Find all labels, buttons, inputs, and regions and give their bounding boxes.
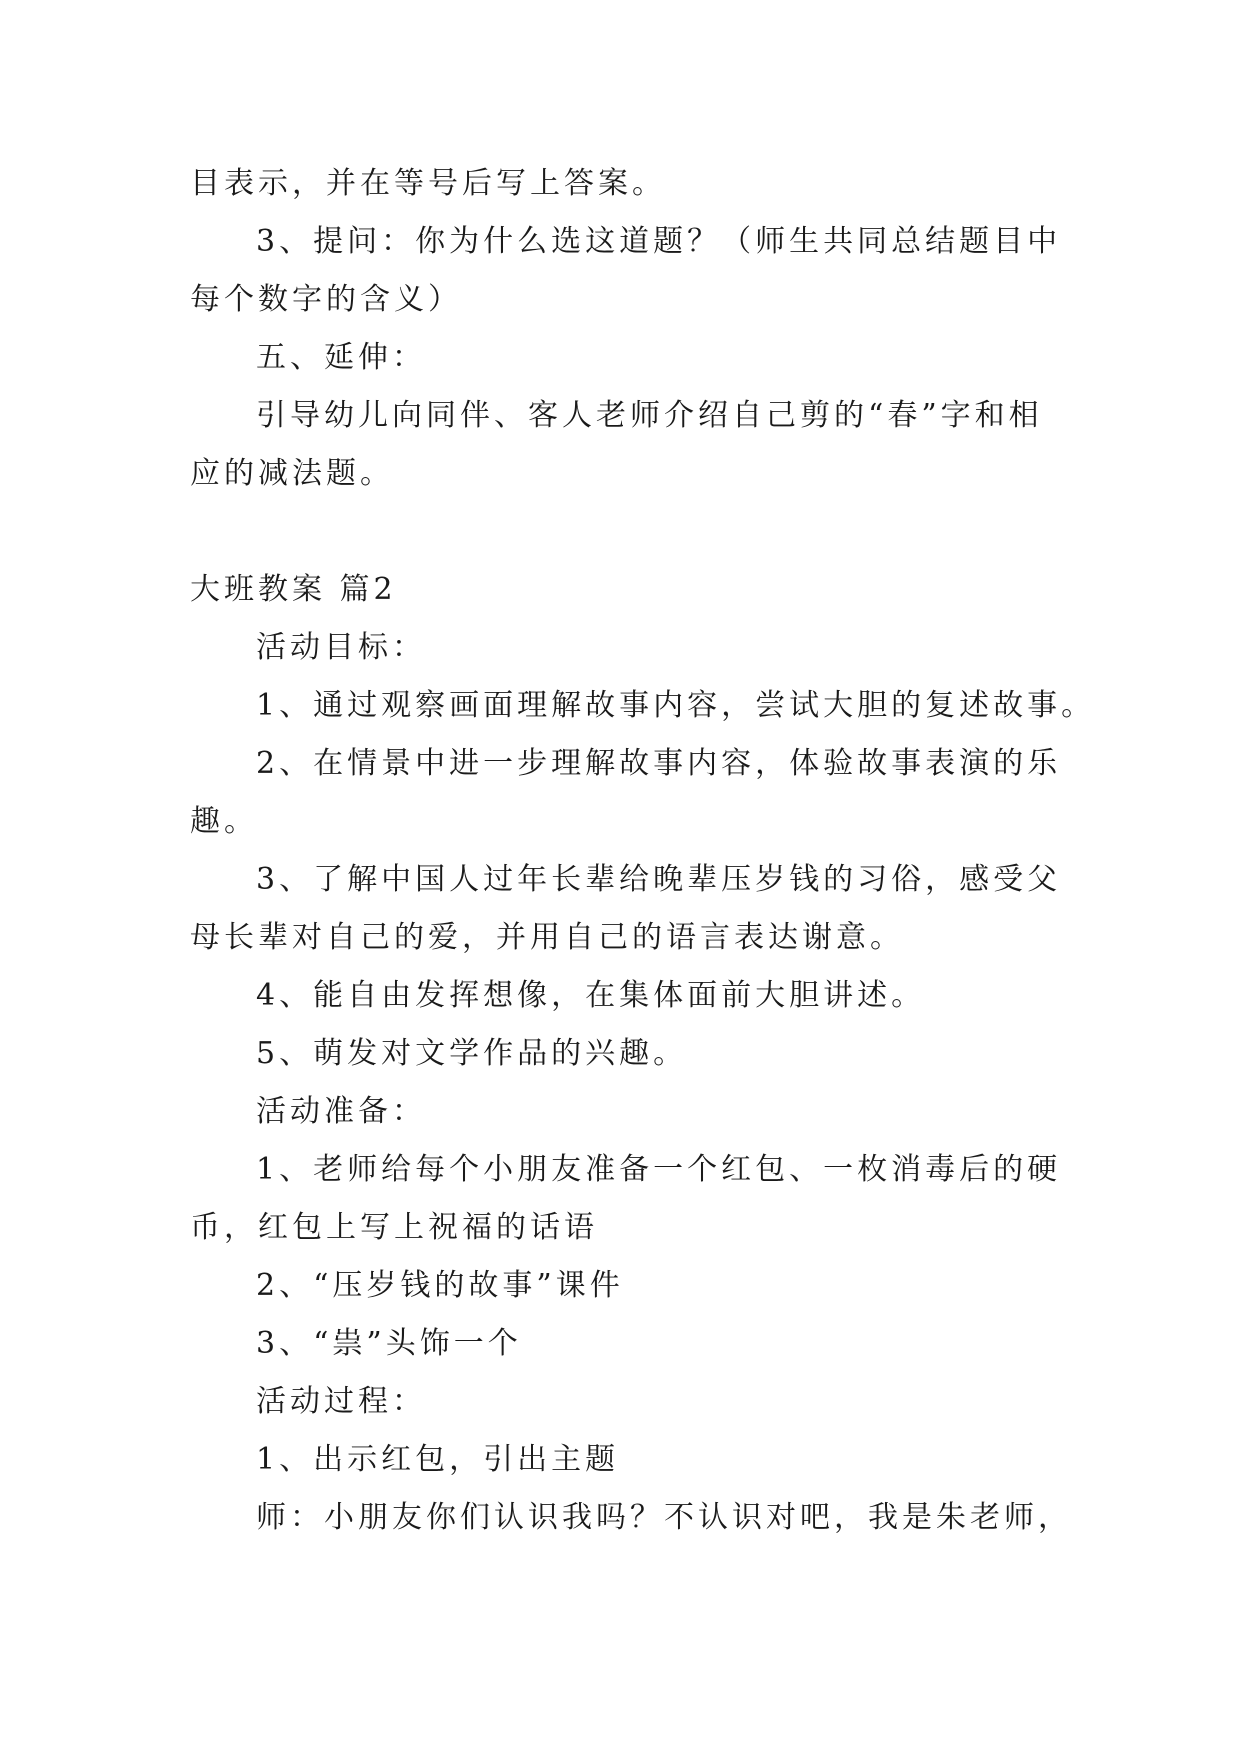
text-line: 3、了解中国人过年长辈给晚辈压岁钱的习俗，感受父 [256, 862, 1062, 897]
text-line: 3、“祟”头饰一个 [256, 1326, 522, 1361]
text-line: 2、“压岁钱的故事”课件 [256, 1268, 624, 1303]
text-line: 每个数字的含义） [190, 282, 462, 317]
text-line: 2、在情景中进一步理解故事内容，体验故事表演的乐 [256, 746, 1062, 781]
text-line: 4、能自由发挥想像，在集体面前大胆讲述。 [256, 978, 926, 1013]
section-heading: 活动过程： [256, 1384, 426, 1419]
text-line: 币，红包上写上祝福的话语 [190, 1210, 598, 1245]
text-line: 应的减法题。 [190, 456, 394, 491]
text-line: 3、提问：你为什么选这道题？（师生共同总结题目中 [256, 224, 1062, 259]
text-line: 引导幼儿向同伴、客人老师介绍自己剪的“春”字和相 [256, 398, 1043, 433]
section-heading: 活动目标： [256, 630, 426, 665]
text-line: 师：小朋友你们认识我吗？不认识对吧，我是朱老师， [256, 1500, 1072, 1535]
section-heading: 五、延伸： [256, 340, 426, 375]
text-line: 1、通过观察画面理解故事内容，尝试大胆的复述故事。 [256, 688, 1096, 723]
text-line: 趣。 [190, 804, 258, 839]
text-line: 1、老师给每个小朋友准备一个红包、一枚消毒后的硬 [256, 1152, 1062, 1187]
text-line: 5、萌发对文学作品的兴趣。 [256, 1036, 688, 1071]
text-line: 1、出示红包，引出主题 [256, 1442, 620, 1477]
text-line: 母长辈对自己的爱，并用自己的语言表达谢意。 [190, 920, 904, 955]
article-title: 大班教案 篇2 [190, 572, 397, 607]
section-heading: 活动准备： [256, 1094, 426, 1129]
text-line: 目表示，并在等号后写上答案。 [190, 166, 666, 201]
